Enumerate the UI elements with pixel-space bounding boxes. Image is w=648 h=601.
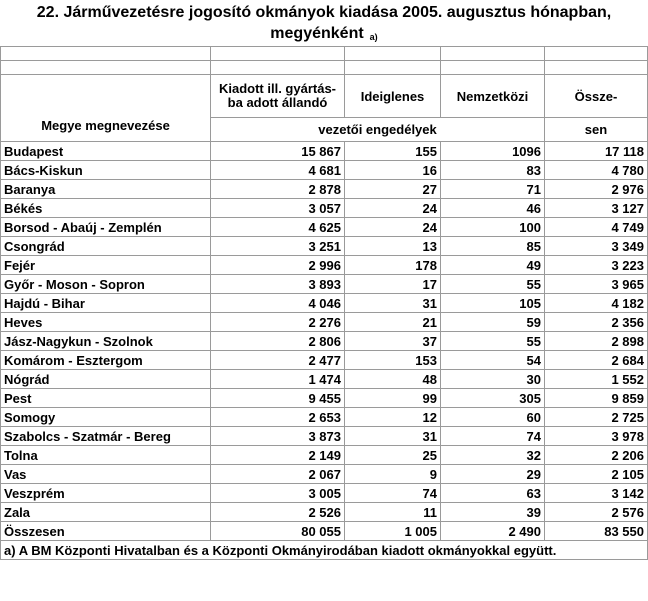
county-name-cell[interactable]: Komárom - Esztergom [1, 351, 211, 370]
county-name-cell[interactable]: Békés [1, 199, 211, 218]
permanent-count-cell[interactable]: 15 867 [211, 142, 345, 161]
row-total-cell[interactable]: 1 552 [545, 370, 648, 389]
header-international[interactable]: Nemzetközi [441, 75, 545, 118]
temporary-count-cell[interactable]: 155 [345, 142, 441, 161]
row-total-cell[interactable]: 2 576 [545, 503, 648, 522]
county-name-cell[interactable]: Nógrád [1, 370, 211, 389]
row-total-cell[interactable]: 2 898 [545, 332, 648, 351]
temporary-count-cell[interactable]: 27 [345, 180, 441, 199]
row-total-cell[interactable]: 2 725 [545, 408, 648, 427]
table-row [1, 446, 648, 465]
international-count-cell[interactable]: 29 [441, 465, 545, 484]
table-row [1, 427, 648, 446]
temporary-count-cell[interactable]: 31 [345, 294, 441, 313]
permanent-count-cell[interactable]: 3 873 [211, 427, 345, 446]
international-count-cell[interactable]: 59 [441, 313, 545, 332]
county-name-cell[interactable]: Borsod - Abaúj - Zemplén [1, 218, 211, 237]
temporary-count-cell[interactable]: 31 [345, 427, 441, 446]
row-total-cell[interactable]: 17 118 [545, 142, 648, 161]
table-row [1, 199, 648, 218]
international-count-cell[interactable]: 85 [441, 237, 545, 256]
row-total-cell[interactable]: 3 978 [545, 427, 648, 446]
table-row [1, 484, 648, 503]
empty-cell[interactable] [211, 47, 345, 61]
header-total[interactable]: Össze- [545, 75, 648, 118]
county-name-cell[interactable]: Zala [1, 503, 211, 522]
data-table [0, 46, 648, 560]
footnote-row [1, 541, 648, 560]
temporary-count-cell[interactable]: 12 [345, 408, 441, 427]
international-count-cell[interactable]: 32 [441, 446, 545, 465]
international-count-cell[interactable]: 55 [441, 275, 545, 294]
table-row [1, 313, 648, 332]
county-name-cell[interactable]: Tolna [1, 446, 211, 465]
temporary-count-cell[interactable]: 11 [345, 503, 441, 522]
international-count-cell[interactable]: 83 [441, 161, 545, 180]
row-total-cell[interactable]: 4 182 [545, 294, 648, 313]
county-name-cell[interactable]: Jász-Nagykun - Szolnok [1, 332, 211, 351]
empty-cell[interactable] [1, 61, 211, 75]
total-temporary-cell[interactable]: 1 005 [345, 522, 441, 541]
temporary-count-cell[interactable]: 153 [345, 351, 441, 370]
table-title [0, 2, 648, 46]
permanent-count-cell[interactable]: 1 474 [211, 370, 345, 389]
international-count-cell[interactable]: 54 [441, 351, 545, 370]
title-line-1: 22. Járművezetésre jogosító okmányok kiadása 2005. augusztus hónapban, [36, 4, 612, 21]
empty-cell[interactable] [211, 61, 345, 75]
table-row [1, 503, 648, 522]
county-name-cell[interactable]: Vas [1, 465, 211, 484]
international-count-cell[interactable]: 55 [441, 332, 545, 351]
total-row [1, 522, 648, 541]
header-row [1, 75, 648, 118]
permanent-count-cell[interactable]: 2 996 [211, 256, 345, 275]
temporary-count-cell[interactable]: 74 [345, 484, 441, 503]
table-row [1, 161, 648, 180]
international-count-cell[interactable]: 100 [441, 218, 545, 237]
temporary-count-cell[interactable]: 25 [345, 446, 441, 465]
table-row [1, 237, 648, 256]
temporary-count-cell[interactable]: 24 [345, 199, 441, 218]
permanent-count-cell[interactable]: 3 893 [211, 275, 345, 294]
table-row [1, 332, 648, 351]
header-group-licenses[interactable]: vezetői engedélyek [211, 118, 545, 142]
title-footnote-mark: a) [369, 32, 378, 42]
table-row [1, 465, 648, 484]
permanent-count-cell[interactable]: 9 455 [211, 389, 345, 408]
empty-cell[interactable] [1, 47, 211, 61]
blank-row [1, 61, 648, 75]
permanent-count-cell[interactable]: 2 149 [211, 446, 345, 465]
title-line-2-text: megyénként [270, 25, 364, 42]
international-count-cell[interactable]: 74 [441, 427, 545, 446]
county-name-cell[interactable]: Szabolcs - Szatmár - Bereg [1, 427, 211, 446]
international-count-cell[interactable]: 49 [441, 256, 545, 275]
table-row [1, 351, 648, 370]
permanent-count-cell[interactable]: 2 526 [211, 503, 345, 522]
county-name-cell[interactable]: Heves [1, 313, 211, 332]
grand-total-cell[interactable]: 83 550 [545, 522, 648, 541]
row-total-cell[interactable]: 2 684 [545, 351, 648, 370]
temporary-count-cell[interactable]: 178 [345, 256, 441, 275]
table-row [1, 408, 648, 427]
empty-cell[interactable] [345, 61, 441, 75]
permanent-count-cell[interactable]: 2 067 [211, 465, 345, 484]
county-name-cell[interactable]: Csongrád [1, 237, 211, 256]
international-count-cell[interactable]: 63 [441, 484, 545, 503]
row-total-cell[interactable]: 3 223 [545, 256, 648, 275]
table-row [1, 142, 648, 161]
international-count-cell[interactable]: 1096 [441, 142, 545, 161]
international-count-cell[interactable]: 305 [441, 389, 545, 408]
temporary-count-cell[interactable]: 24 [345, 218, 441, 237]
international-count-cell[interactable]: 39 [441, 503, 545, 522]
temporary-count-cell[interactable]: 48 [345, 370, 441, 389]
table-row [1, 275, 648, 294]
temporary-count-cell[interactable]: 16 [345, 161, 441, 180]
county-name-cell[interactable]: Győr - Moson - Sopron [1, 275, 211, 294]
county-name-cell[interactable]: Pest [1, 389, 211, 408]
international-count-cell[interactable]: 71 [441, 180, 545, 199]
temporary-count-cell[interactable]: 21 [345, 313, 441, 332]
international-count-cell[interactable]: 60 [441, 408, 545, 427]
temporary-count-cell[interactable]: 9 [345, 465, 441, 484]
row-total-cell[interactable]: 2 976 [545, 180, 648, 199]
header-county[interactable]: Megye megnevezése [1, 75, 211, 142]
table-row [1, 256, 648, 275]
title-line-2 [0, 23, 648, 44]
empty-cell[interactable] [441, 61, 545, 75]
permanent-count-cell[interactable]: 2 653 [211, 408, 345, 427]
county-name-cell[interactable]: Bács-Kiskun [1, 161, 211, 180]
blank-row [1, 47, 648, 61]
total-label-cell[interactable]: Összesen [1, 522, 211, 541]
international-count-cell[interactable]: 105 [441, 294, 545, 313]
temporary-count-cell[interactable]: 37 [345, 332, 441, 351]
county-name-cell[interactable]: Somogy [1, 408, 211, 427]
permanent-count-cell[interactable]: 3 057 [211, 199, 345, 218]
empty-cell[interactable] [441, 47, 545, 61]
table-row [1, 370, 648, 389]
temporary-count-cell[interactable]: 17 [345, 275, 441, 294]
table-row [1, 389, 648, 408]
empty-cell[interactable] [345, 47, 441, 61]
county-name-cell[interactable]: Budapest [1, 142, 211, 161]
row-total-cell[interactable]: 2 206 [545, 446, 648, 465]
table-row [1, 218, 648, 237]
temporary-count-cell[interactable]: 99 [345, 389, 441, 408]
permanent-count-cell[interactable]: 2 878 [211, 180, 345, 199]
permanent-count-cell[interactable]: 4 046 [211, 294, 345, 313]
county-name-cell[interactable]: Fejér [1, 256, 211, 275]
permanent-count-cell[interactable]: 2 477 [211, 351, 345, 370]
county-name-cell[interactable]: Veszprém [1, 484, 211, 503]
row-total-cell[interactable]: 3 349 [545, 237, 648, 256]
header-temporary[interactable]: Ideiglenes [345, 75, 441, 118]
total-permanent-cell[interactable]: 80 055 [211, 522, 345, 541]
permanent-count-cell[interactable]: 3 005 [211, 484, 345, 503]
row-total-cell[interactable]: 2 105 [545, 465, 648, 484]
header-permanent-line-1: Kiadott ill. gyártás- [218, 81, 337, 96]
row-total-cell[interactable]: 3 142 [545, 484, 648, 503]
total-international-cell[interactable]: 2 490 [441, 522, 545, 541]
header-permanent-line-2: ba adott állandó [227, 95, 328, 110]
empty-cell[interactable] [545, 61, 648, 75]
permanent-count-cell[interactable]: 4 681 [211, 161, 345, 180]
row-total-cell[interactable]: 2 356 [545, 313, 648, 332]
row-total-cell[interactable]: 3 127 [545, 199, 648, 218]
row-total-cell[interactable]: 4 749 [545, 218, 648, 237]
row-total-cell[interactable]: 9 859 [545, 389, 648, 408]
international-count-cell[interactable]: 30 [441, 370, 545, 389]
county-name-cell[interactable]: Hajdú - Bihar [1, 294, 211, 313]
row-total-cell[interactable]: 4 780 [545, 161, 648, 180]
table-row [1, 294, 648, 313]
footnote-cell[interactable]: a) A BM Központi Hivatalban és a Központi Okmányirodában kiadott okmányokkal együtt. [1, 541, 648, 560]
temporary-count-cell[interactable]: 13 [345, 237, 441, 256]
permanent-count-cell[interactable]: 2 276 [211, 313, 345, 332]
empty-cell[interactable] [545, 47, 648, 61]
permanent-count-cell[interactable]: 2 806 [211, 332, 345, 351]
row-total-cell[interactable]: 3 965 [545, 275, 648, 294]
header-permanent[interactable] [211, 75, 345, 118]
table-row [1, 180, 648, 199]
header-total-cont[interactable]: sen [545, 118, 648, 142]
international-count-cell[interactable]: 46 [441, 199, 545, 218]
permanent-count-cell[interactable]: 4 625 [211, 218, 345, 237]
permanent-count-cell[interactable]: 3 251 [211, 237, 345, 256]
county-name-cell[interactable]: Baranya [1, 180, 211, 199]
